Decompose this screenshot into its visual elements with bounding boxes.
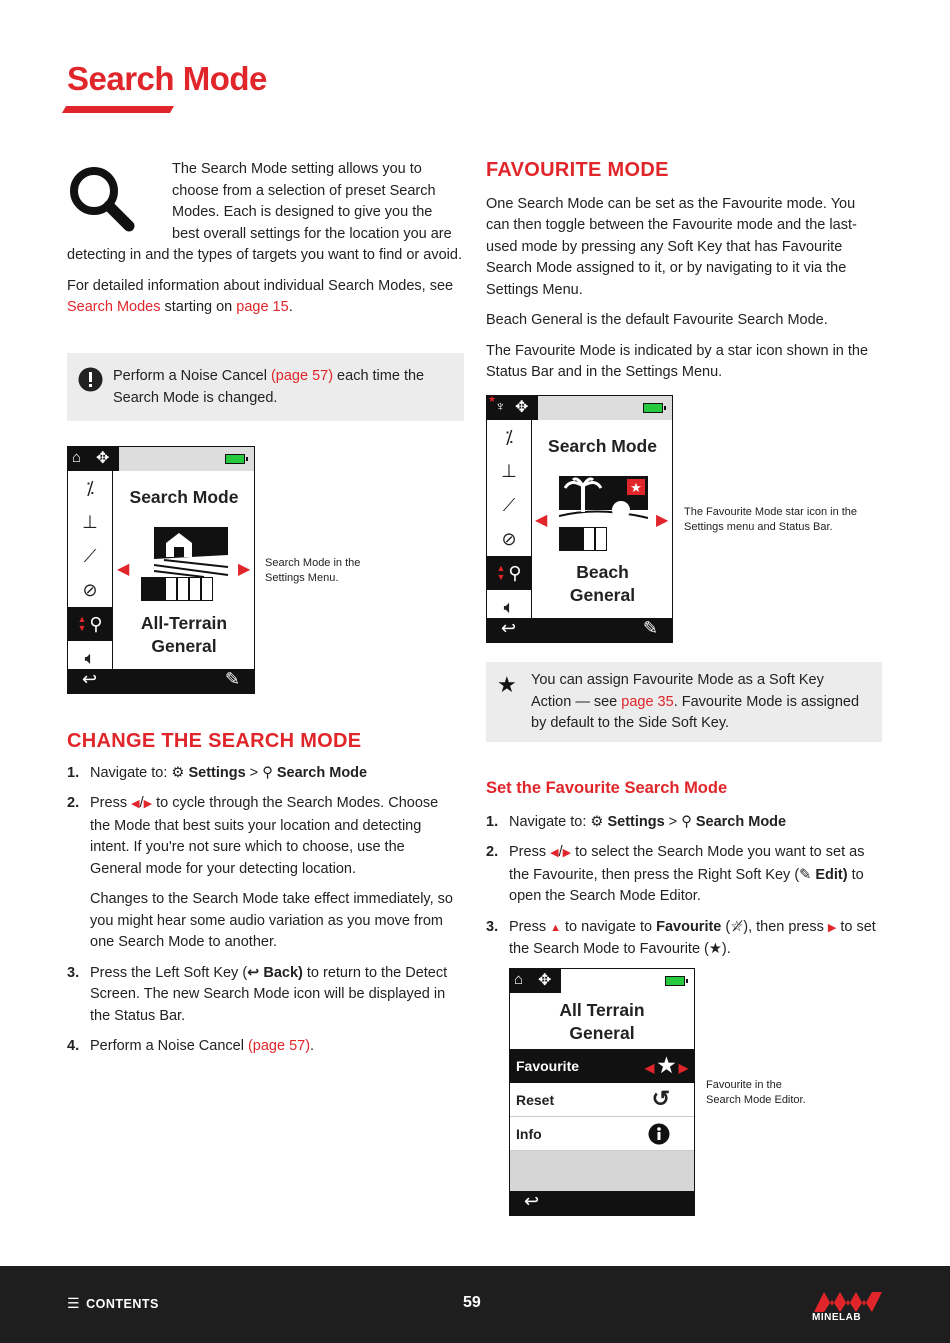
settings-menu-screen <box>67 446 255 694</box>
favourite-section <box>486 160 882 393</box>
set-favourite-heading: Set the Favourite Search Mode <box>486 779 728 797</box>
discrimination-icon[interactable]: ⁒ <box>504 426 514 447</box>
ground-balance-icon[interactable]: ⊥ <box>501 460 517 481</box>
audio-icon[interactable]: 🔈︎ <box>503 596 515 617</box>
title-underline <box>62 106 174 113</box>
settings-sidebar <box>68 471 113 675</box>
battery-icon <box>225 454 245 464</box>
left-arrow-icon[interactable]: ◀ <box>117 561 130 578</box>
change-section <box>67 731 460 1067</box>
farm-mode-image <box>154 527 228 577</box>
no-star-icon: ☆̸ <box>730 918 744 935</box>
search-modes-link[interactable]: Search Modes <box>67 299 161 315</box>
favourite-row[interactable]: Favourite ◀ ★ ▶ <box>510 1049 694 1083</box>
status-icons <box>68 447 119 471</box>
info-row[interactable]: Info <box>510 1117 694 1151</box>
search-mode-icon[interactable]: ▲ ▼ ⚲ <box>487 556 531 590</box>
mode-name: Beach General <box>569 562 636 605</box>
step-2: 2. Press ◀/▶ to cycle through the Search Modes. Choose the Mode that best suits your location and detecting intent. If you're not sure which to choose, use the General mode for your detecting location. Changes to the Search Mode take effect immediately, so you might hear some audio variation as you move from one Search Mode to another. <box>67 795 453 950</box>
right-arrow-icon[interactable]: ▶ <box>675 1061 688 1075</box>
status-icons <box>487 396 538 420</box>
page-57-link[interactable]: (page 57) <box>247 1038 311 1054</box>
settings-sidebar <box>487 420 532 624</box>
noise-cancel-icon[interactable]: ⊘ <box>82 579 98 600</box>
svg-text:★: ★ <box>630 481 642 496</box>
minelab-logo-icon <box>814 1288 882 1312</box>
step-3: 3. Press the Left Soft Key (↩ Back) to return to the Detect Screen. The new Search Mode icon will be displayed in the Status Bar. <box>67 964 448 1024</box>
favourite-star-screen <box>486 395 673 643</box>
coil-icon[interactable]: ⟋ <box>502 494 516 515</box>
favourite-p1: One Search Mode can be set as the Favourite mode. You can then toggle between the Favourite mode and the last-used mode by pressing any Soft Key that has Favourite Search Mode assigned to it, or by navigating to it via the Settings Menu. <box>486 195 857 298</box>
favourite-p3: The Favourite Mode is indicated by a star icon shown in the Status Bar and in the Settings Menu. <box>486 342 869 380</box>
left-arrow-icon[interactable]: ◀ <box>644 1061 658 1075</box>
soft-key-note: ★ You can assign Favourite Mode as a Soft Key Action — see page 35. Favourite Mode is assigned by default to the Side Soft Key. <box>486 662 882 742</box>
editor-title: All Terrain General <box>559 1000 645 1043</box>
page-57-link[interactable]: (page 57) <box>270 368 334 384</box>
palm-icon: ♆ <box>495 398 506 414</box>
farm-icon: ⌂ <box>514 971 524 988</box>
reset-icon: ↺ <box>651 1086 670 1111</box>
intro-section <box>67 159 462 328</box>
page-35-link[interactable]: page 35 <box>621 693 674 710</box>
status-bar <box>68 447 254 471</box>
page-title: Search Mode <box>67 60 267 97</box>
status-icons <box>510 969 561 993</box>
beach-mode-image <box>559 476 648 527</box>
soft-key-bar <box>487 618 672 642</box>
noise-cancel-icon[interactable]: ⊘ <box>501 528 517 549</box>
step-1: 1. Navigate to: ⚙ Settings > ⚲ Search Mode <box>67 764 368 781</box>
step-2: 2. Press ◀/▶ to select the Search Mode you want to set as the Favourite, then press the Right Soft Key (✎ Edit) to open the Search Mode Editor. <box>486 844 865 904</box>
list-icon: ☰ <box>67 1295 81 1311</box>
search-mode-editor-screen <box>509 968 695 1216</box>
screen-title: Search Mode <box>129 487 239 507</box>
status-bar <box>487 396 672 420</box>
favourite-heading: FAVOURITE MODE <box>486 159 669 181</box>
move-icon: ✥ <box>538 972 552 989</box>
mode-name: All-Terrain General <box>140 613 228 656</box>
status-bar <box>510 969 694 993</box>
screen2-caption: The Favourite Mode star icon in the Settings menu and Status Bar. <box>684 506 858 533</box>
right-arrow-icon[interactable]: ▶ <box>656 512 669 529</box>
back-icon[interactable]: ↩ <box>82 669 98 689</box>
page-number: 59 <box>463 1294 481 1311</box>
set-favourite-section <box>486 778 882 970</box>
star-icon: ★ <box>488 394 497 404</box>
discrimination-icon[interactable]: ⁒ <box>85 477 95 498</box>
battery-icon <box>643 403 663 413</box>
screen1-caption: Search Mode in the Settings Menu. <box>265 557 361 584</box>
page-footer <box>0 1266 950 1343</box>
soft-key-bar <box>510 1191 694 1215</box>
mode-indicator <box>559 527 607 551</box>
audio-icon[interactable]: 🔈︎ <box>84 647 96 668</box>
step-4: 4. Perform a Noise Cancel (page 57). <box>67 1038 315 1054</box>
move-icon: ✥ <box>515 399 529 416</box>
star-icon: ★ <box>708 941 722 957</box>
favourite-p2: Beach General is the default Favourite Search Mode. <box>486 312 828 328</box>
edit-icon[interactable]: ✎ <box>224 669 240 689</box>
farm-icon: ⌂ <box>72 449 82 466</box>
right-arrow-icon[interactable]: ▶ <box>238 561 251 578</box>
step-3: 3. Press ▲ to navigate to Favourite (☆̸), then press ▶ to set the Search Mode to Favourite (★). <box>486 918 876 957</box>
mode-indicator <box>141 577 213 601</box>
back-icon[interactable]: ↩ <box>524 1191 540 1211</box>
star-icon: ★ <box>497 672 517 697</box>
alert-icon <box>78 367 103 392</box>
left-right-arrow-icon: ◀ <box>131 798 140 810</box>
intro-paragraph: The Search Mode setting allows you to choose from a selection of preset Search Modes. Each is designed to give you the best overall settings for the location you are detecting in and the types of targets you want to find or avoid. <box>67 161 462 263</box>
soft-key-bar <box>68 669 254 693</box>
editor-empty-area <box>510 1151 694 1191</box>
coil-icon[interactable]: ⟋ <box>83 545 97 566</box>
battery-icon <box>665 976 685 986</box>
screen3-caption: Favourite in the Search Mode Editor. <box>706 1079 806 1106</box>
edit-icon[interactable]: ✎ <box>642 618 658 638</box>
intro-reference: For detailed information about individual Search Modes, see Search Modes starting on page 15. <box>67 277 454 315</box>
info-icon <box>648 1123 670 1145</box>
back-icon[interactable]: ↩ <box>501 618 517 638</box>
contents-link[interactable]: ☰ CONTENTS <box>67 1295 159 1311</box>
move-icon: ✥ <box>96 450 110 467</box>
brand-name: MINELAB <box>812 1312 862 1323</box>
search-mode-icon[interactable]: ▲ ▼ ⚲ <box>68 607 112 641</box>
ground-balance-icon[interactable]: ⊥ <box>82 511 98 532</box>
noise-cancel-note: Perform a Noise Cancel (page 57) each time the Search Mode is changed. <box>67 353 464 421</box>
change-heading: CHANGE THE SEARCH MODE <box>67 730 362 752</box>
step-1: 1. Navigate to: ⚙ Settings > ⚲ Search Mode <box>486 813 787 830</box>
star-icon: ★ <box>657 1055 676 1077</box>
page-15-link[interactable]: page 15 <box>236 299 289 315</box>
reset-row[interactable]: Reset ↺ <box>510 1083 694 1117</box>
screen-title: Search Mode <box>548 436 657 456</box>
left-arrow-icon[interactable]: ◀ <box>535 512 548 529</box>
